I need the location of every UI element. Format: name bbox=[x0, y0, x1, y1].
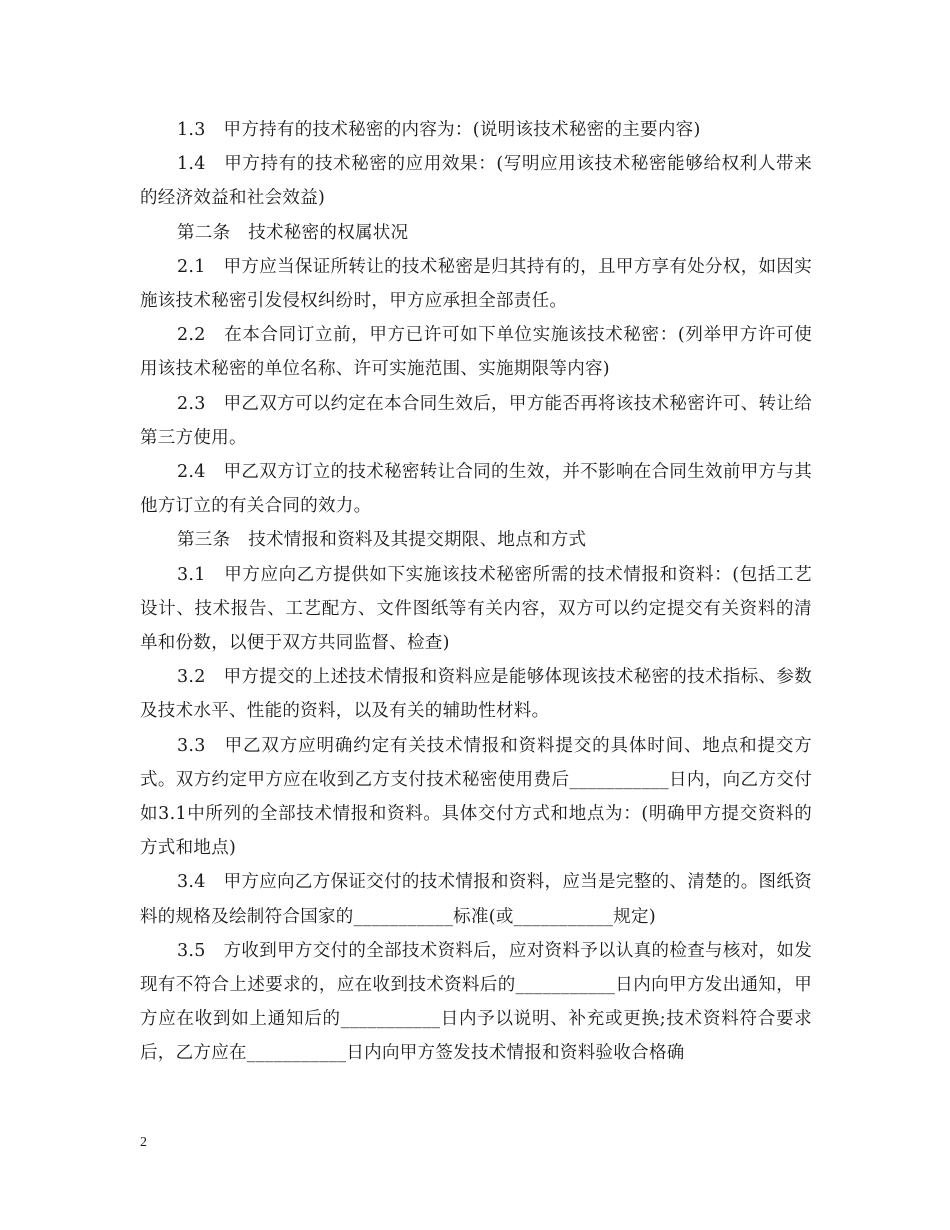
paragraph-2-2: 2.2 在本合同订立前，甲方已许可如下单位实施该技术秘密：(列举甲方许可使用该技术秘密的单位名称、许可实施范围、实施期限等内容) bbox=[140, 325, 812, 380]
paragraph-3-5: 3.5 方收到甲方交付的全部技术资料后，应对资料予以认真的检查与核对，如发现有不符合上述要求的，应在收到技术资料后的___________日内向甲方发出通知，甲方应在收到如上通知后的___________日内予以说明、补充或更换;技术资料符合要求后，乙方应在___________日内向甲方签发技术情报和资料验收合格确 bbox=[140, 940, 812, 1064]
article-2-heading: 第二条 技术秘密的权属状况 bbox=[177, 222, 409, 243]
document-body bbox=[140, 113, 812, 1071]
paragraph-3-4: 3.4 甲方应向乙方保证交付的技术情报和资料，应当是完整的、清楚的。图纸资料的规格及绘制符合国家的___________标准(或___________规定) bbox=[140, 872, 812, 927]
paragraph-2-1: 2.1 甲方应当保证所转让的技术秘密是归其持有的，且甲方享有处分权，如因实施该技术秘密引发侵权纠纷时，甲方应承担全部责任。 bbox=[140, 256, 812, 312]
paragraph-3-3: 3.3 甲乙双方应明确约定有关技术情报和资料提交的具体时间、地点和提交方式。双方约定甲方应在收到乙方支付技术秘密使用费后___________日内，向乙方交付如3.1中所列的全部技术情报和资料。具体交付方式和地点为：(明确甲方提交资料的方式和地点) bbox=[140, 735, 812, 859]
paragraph-3-2: 3.2 甲方提交的上述技术情报和资料应是能够体现该技术秘密的技术指标、参数及技术水平、性能的资料，以及有关的辅助性材料。 bbox=[140, 667, 812, 722]
paragraph-1-3: 1.3 甲方持有的技术秘密的内容为：(说明该技术秘密的主要内容) bbox=[177, 120, 701, 140]
page-number: 2 bbox=[140, 1135, 147, 1150]
paragraph-2-4: 2.4 甲乙双方订立的技术秘密转让合同的生效，并不影响在合同生效前甲方与其他方订立的有关合同的效力。 bbox=[140, 462, 812, 517]
paragraph-3-1: 3.1 甲方应向乙方提供如下实施该技术秘密所需的技术情报和资料：(包括工艺设计、技术报告、工艺配方、文件图纸等有关内容，双方可以约定提交有关资料的清单和份数，以便于双方共同监督、检查) bbox=[140, 564, 812, 654]
paragraph-1-4: 1.4 甲方持有的技术秘密的应用效果：(写明应用该技术秘密能够给权利人带来的经济效益和社会效益) bbox=[140, 154, 812, 209]
article-3-heading: 第三条 技术情报和资料及其提交期限、地点和方式 bbox=[177, 530, 587, 551]
paragraph-2-3: 2.3 甲乙双方可以约定在本合同生效后，甲方能否再将该技术秘密许可、转让给第三方使用。 bbox=[140, 393, 812, 448]
